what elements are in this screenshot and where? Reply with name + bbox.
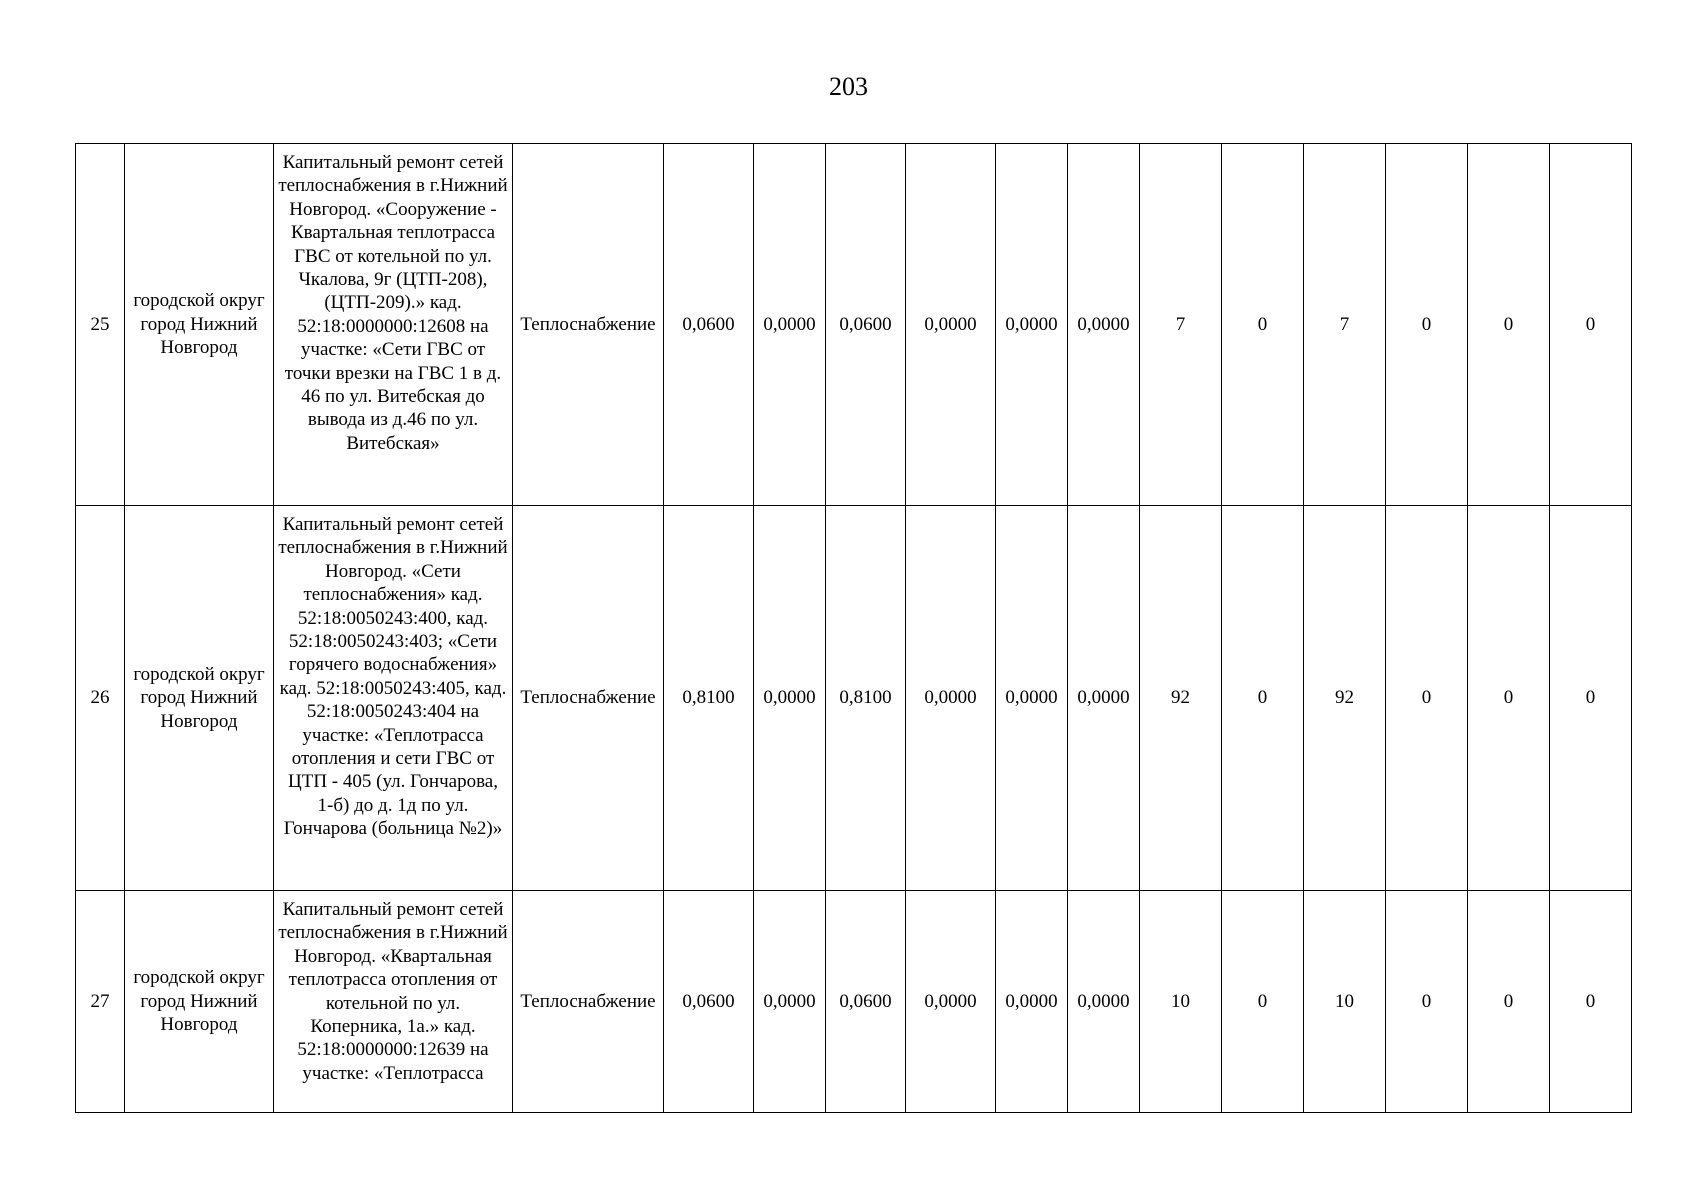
value-cell: 0,8100 (826, 506, 906, 891)
row-number: 26 (76, 506, 125, 891)
description-cell: Капитальный ремонт сетей теплоснабжения в г.Нижний Новгород. «Сооружение - Квартальная теплотрасса ГВС от котельной по ул. Чкалова, 9г (ЦТП-208), (ЦТП-209).» кад. 52:18:0000000:12608 на участке: «Сети ГВС от точки врезки на ГВС 1 в д. 46 по ул. Витебская до вывода из д.46 по ул. Витебская» (274, 144, 513, 506)
value-cell: 92 (1140, 506, 1222, 891)
value-cell: 0 (1468, 891, 1550, 1113)
type-cell: Теплоснабжение (513, 144, 664, 506)
table-row (76, 506, 1632, 891)
value-cell: 0 (1550, 506, 1632, 891)
value-cell: 10 (1304, 891, 1386, 1113)
value-cell: 0,0000 (1068, 891, 1140, 1113)
value-cell: 0,0000 (996, 506, 1068, 891)
value-cell: 0 (1386, 506, 1468, 891)
data-table (75, 143, 1632, 1113)
table-row (76, 144, 1632, 506)
type-cell: Теплоснабжение (513, 506, 664, 891)
value-cell: 0,0000 (754, 144, 826, 506)
value-cell: 7 (1140, 144, 1222, 506)
description-cell: Капитальный ремонт сетей теплоснабжения в г.Нижний Новгород. «Квартальная теплотрасса отопления от котельной по ул. Коперника, 1а.» кад. 52:18:0000000:12639 на участке: «Теплотрасса (274, 891, 513, 1113)
value-cell: 7 (1304, 144, 1386, 506)
value-cell: 92 (1304, 506, 1386, 891)
value-cell: 0,0000 (996, 144, 1068, 506)
municipality-cell: городской округ город Нижний Новгород (125, 506, 274, 891)
value-cell: 0 (1386, 891, 1468, 1113)
value-cell: 0,0000 (906, 144, 996, 506)
value-cell: 0 (1386, 144, 1468, 506)
value-cell: 0 (1468, 506, 1550, 891)
value-cell: 0 (1222, 144, 1304, 506)
value-cell: 0,0000 (996, 891, 1068, 1113)
value-cell: 0,0000 (906, 891, 996, 1113)
page-number: 203 (829, 72, 868, 101)
row-number: 27 (76, 891, 125, 1113)
value-cell: 10 (1140, 891, 1222, 1113)
value-cell: 0,0600 (826, 891, 906, 1113)
municipality-cell: городской округ город Нижний Новгород (125, 891, 274, 1113)
value-cell: 0,0600 (664, 144, 754, 506)
value-cell: 0,8100 (664, 506, 754, 891)
municipality-cell: городской округ город Нижний Новгород (125, 144, 274, 506)
value-cell: 0 (1222, 506, 1304, 891)
value-cell: 0,0000 (906, 506, 996, 891)
value-cell: 0,0600 (826, 144, 906, 506)
table-row (76, 891, 1632, 1113)
type-cell: Теплоснабжение (513, 891, 664, 1113)
row-number: 25 (76, 144, 125, 506)
value-cell: 0,0000 (754, 891, 826, 1113)
value-cell: 0 (1222, 891, 1304, 1113)
description-cell: Капитальный ремонт сетей теплоснабжения в г.Нижний Новгород. «Сети теплоснабжения» кад. 52:18:0050243:400, кад. 52:18:0050243:403; «Сети горячего водоснабжения» кад. 52:18:0050243:405, кад. 52:18:0050243:404 на участке: «Теплотрасса отопления и сети ГВС от ЦТП - 405 (ул. Гончарова, 1-б) до д. 1д по ул. Гончарова (больница №2)» (274, 506, 513, 891)
value-cell: 0 (1550, 144, 1632, 506)
value-cell: 0 (1468, 144, 1550, 506)
value-cell: 0 (1550, 891, 1632, 1113)
value-cell: 0,0000 (1068, 144, 1140, 506)
value-cell: 0,0000 (1068, 506, 1140, 891)
value-cell: 0,0600 (664, 891, 754, 1113)
value-cell: 0,0000 (754, 506, 826, 891)
